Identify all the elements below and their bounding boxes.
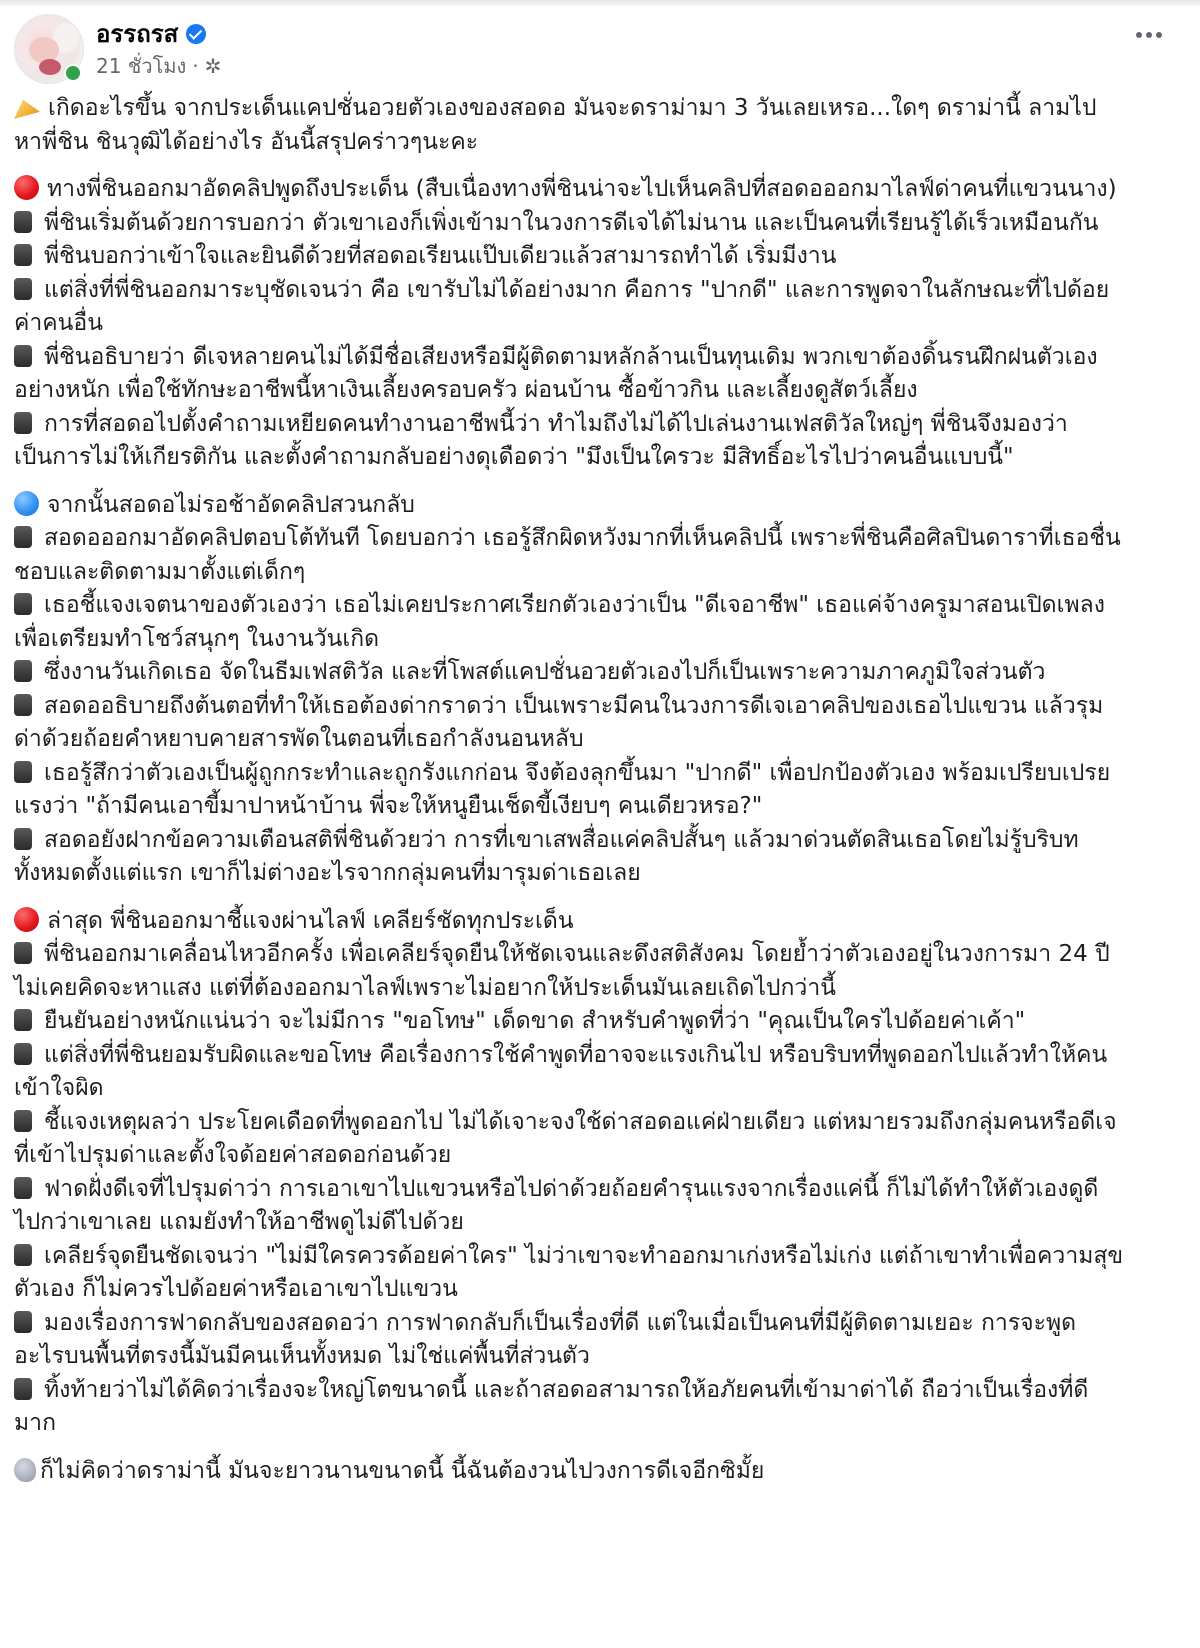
bullet-text: พี่ชินอธิบายว่า ดีเจหลายคนไม่ได้มีชื่อเสียงหรือมีผู้ติดตามหลักล้านเป็นทุนเดิม พวกเขาต้องดิ้นรนฝึกฝนตัวเองอย่างหนัก เพื่อใช้ทักษะอาชีพนี้หาเงินเลี้ยงครอบครัว ผ่อนบ้าน ซื้อข้าวกิน และเลี้ยงดูสัตว์เลี้ยง <box>14 343 1098 403</box>
bullet-text: สอดอยังฝากข้อความเตือนสติพี่ชินด้วยว่า การที่เขาเสพสื่อแค่คลิปสั้นๆ แล้วมาด่วนตัดสินเธอโดยไม่รู้บริบททั้งหมดตั้งแต่แรก เขาก็ไม่ต่างอะไรจากกลุ่มคนที่มารุมด่าเธอเลย <box>14 826 1079 886</box>
bullet-item <box>14 1005 1124 1039</box>
bullet-item <box>14 589 1124 656</box>
bullet-item <box>14 690 1124 757</box>
bullet-text: ฟาดฝั่งดีเจที่ไปรุมด่าว่า การเอาเขาไปแขวนหรือไปด่าด้วยถ้อยคำรุนแรงจากเรื่องแค่นี้ ก็ไม่ได้ทำให้ตัวเองดูดีไปกว่าเขาเลย แถมยังทำให้อาชีพดูไม่ดีไปด้วย <box>14 1175 1099 1235</box>
bullet-text: เธอชี้แจงเจตนาของตัวเองว่า เธอไม่เคยประกาศเรียกตัวเองว่าเป็น "ดีเจอาชีพ" เธอแค่จ้างครูมาสอนเปิดเพลงเพื่อเตรียมทำโชว์สนุกๆ ในงานวันเกิด <box>14 592 1105 652</box>
bullet-text: เคลียร์จุดยืนชัดเจนว่า "ไม่มีใครควรด้อยค่าใคร" ไม่ว่าเขาจะทำออกมาเก่งหรือไม่เก่ง แต่ถ้าเขาทำเพื่อความสุขตัวเอง ก็ไม่ควรไปด้อยค่าหรือเอาเขาไปแขวน <box>14 1242 1124 1302</box>
bullet-text: เธอรู้สึกว่าตัวเองเป็นผู้ถูกกระทำและถูกรังแกก่อน จึงต้องลุกขึ้นมา "ปากดี" เพื่อปกป้องตัวเอง พร้อมเปรียบเปรยแรงว่า "ถ้ามีคนเอาขี้มาปาหน้าบ้าน พี่จะให้หนูยืนเช็ดขี้เงียบๆ คนเดียวหรอ?" <box>14 759 1111 819</box>
black-square-icon <box>14 1244 32 1266</box>
bullet-text: ซึ่งงานวันเกิดเธอ จัดในธีมเฟสติวัล และที่โพสต์แคปชั่นอวยตัวเองไปก็เป็นเพราะความภาคภูมิใจส่วนตัว <box>44 659 1046 685</box>
spacer <box>14 1441 1124 1455</box>
spacer <box>14 159 1124 173</box>
bullet-text: สอดออธิบายถึงต้นตอที่ทำให้เธอต้องด่ากราดว่า เป็นเพราะมีคนในวงการดีเจเอาคลิปของเธอไปแขวน แล้วรุมด่าด้วยถ้อยคำหยาบคายสารพัดในตอนที่เธอกำลังนอนหลับ <box>14 692 1104 752</box>
party-popper-icon <box>14 95 40 119</box>
bullet-text: พี่ชินบอกว่าเข้าใจและยินดีด้วยที่สอดอเรียนแป๊บเดียวแล้วสามารถทำได้ เริ่มมีงาน <box>44 243 837 269</box>
bullet-item <box>14 240 1124 274</box>
bullet-text: แต่สิ่งที่พี่ชินออกมาระบุชัดเจนว่า คือ เขารับไม่ได้อย่างมาก คือการ "ปากดี" และการพูดจาในลักษณะที่ไปด้อยค่าคนอื่น <box>14 276 1110 336</box>
closing-paragraph <box>14 1455 1124 1489</box>
black-square-icon <box>14 244 32 266</box>
red-circle-icon <box>14 175 39 200</box>
bullet-text: มองเรื่องการฟาดกลับของสอดอว่า การฟาดกลับก็เป็นเรื่องที่ดี แต่ในเมื่อเป็นคนที่มีผู้ติดตามเยอะ การจะพูดอะไรบนพื้นที่ตรงนี้มันมีคนเห็นทั้งหมด ไม่ใช่แค่พื้นที่ส่วนตัว <box>14 1309 1077 1369</box>
avatar-detail <box>39 59 61 75</box>
bullet-text: ทิ้งท้ายว่าไม่ได้คิดว่าเรื่องจะใหญ่โตขนาดนี้ และถ้าสอดอสามารถให้อภัยคนที่เข้ามาด่าได้ ถือว่าเป็นเรื่องที่ดีมาก <box>14 1376 1089 1436</box>
black-square-icon <box>14 1311 32 1333</box>
black-square-icon <box>14 412 32 434</box>
bullet-text: การที่สอดอไปตั้งคำถามเหยียดคนทำงานอาชีพนี้ว่า ทำไมถึงไม่ได้ไปเล่นงานเฟสติวัลใหญ่ๆ พี่ชินจึงมองว่าเป็นการไม่ให้เกียรติกัน และตั้งคำถามกลับอย่างดุเดือดว่า "มึงเป็นใครวะ มีสิทธิ์อะไรไปว่าคนอื่นแบบนี้" <box>14 410 1068 470</box>
section-heading-text: จากนั้นสอดอไม่รอช้าอัดคลิปสวนกลับ <box>47 491 415 518</box>
black-square-icon <box>14 593 32 615</box>
meta-separator: · <box>192 54 199 78</box>
bullet-item <box>14 656 1124 690</box>
black-square-icon <box>14 1378 32 1400</box>
bullet-item <box>14 1039 1124 1106</box>
black-square-icon <box>14 211 32 233</box>
black-square-icon <box>14 1009 32 1031</box>
black-square-icon <box>14 828 32 850</box>
red-circle-icon <box>14 907 39 932</box>
bullet-item <box>14 1374 1124 1441</box>
verified-badge-icon <box>186 24 206 44</box>
bullet-text: สอดอออกมาอัดคลิปตอบโต้ทันที โดยบอกว่า เธอรู้สึกผิดหวังมากที่เห็นคลิปนี้ เพราะพี่ชินคือศิลปินดาราที่เธอชื่นชอบและติดตามมาตั้งแต่เด็กๆ <box>14 525 1121 585</box>
black-square-icon <box>14 660 32 682</box>
bullet-item <box>14 1307 1124 1374</box>
speaking-head-icon <box>14 1458 36 1482</box>
top-border <box>0 0 1200 6</box>
black-square-icon <box>14 1110 32 1132</box>
black-square-icon <box>14 1177 32 1199</box>
bullet-text: แต่สิ่งที่พี่ชินยอมรับผิดและขอโทษ คือเรื่องการใช้คำพูดที่อาจจะแรงเกินไป หรือบริบทที่พูดออกไปแล้วทำให้คนเข้าใจผิด <box>14 1041 1108 1101</box>
post-timestamp[interactable]: 21 ชั่วโมง <box>96 54 187 78</box>
black-square-icon <box>14 345 32 367</box>
section-heading-text: ทางพี่ชินออกมาอัดคลิปพูดถึงประเด็น (สืบเนื่องทางพี่ชินน่าจะไปเห็นคลิปที่สอดอออกมาไลฟ์ด่าคนที่แขวนนาง) <box>47 176 1117 202</box>
bullet-item <box>14 757 1124 824</box>
intro-text: เกิดอะไรขึ้น จากประเด็นแคปชั่นอวยตัวเองของสอดอ มันจะดราม่ามา 3 วันเลยเหรอ...ใดๆ ดราม่านี้ ลามไปหาพี่ชิน ชินวุฒิได้อย่างไร อันนี้สรุปคร่าวๆนะคะ <box>14 95 1097 155</box>
author-name-text[interactable]: อรรถรส <box>96 20 179 48</box>
gear-icon[interactable]: ✲ <box>204 54 222 78</box>
bullet-item <box>14 824 1124 891</box>
post-header <box>14 12 1186 88</box>
bullet-item <box>14 341 1124 408</box>
more-dot-icon <box>1136 32 1142 38</box>
intro-paragraph <box>14 92 1124 159</box>
section-heading <box>14 905 1124 939</box>
black-square-icon <box>14 761 32 783</box>
bullet-item <box>14 207 1124 241</box>
bullet-text: พี่ชินออกมาเคลื่อนไหวอีกครั้ง เพื่อเคลียร์จุดยืนให้ชัดเจนและดึงสติสังคม โดยย้ำว่าตัวเองอยู่ในวงการมา 24 ปี ไม่เคยคิดจะหาแสง แต่ที่ต้องออกมาไลฟ์เพราะไม่อยากให้ประเด็นมันเลยเถิดไปกว่านี้ <box>14 941 1110 1001</box>
black-square-icon <box>14 278 32 300</box>
spacer <box>14 891 1124 905</box>
bullet-text: พี่ชินเริ่มต้นด้วยการบอกว่า ตัวเขาเองก็เพิ่งเข้ามาในวงการดีเจได้ไม่นาน และเป็นคนที่เรียนรู้ได้เร็วเหมือนกัน <box>44 209 1099 236</box>
blue-circle-icon <box>14 491 39 516</box>
post-meta <box>96 50 221 82</box>
bullet-item <box>14 1173 1124 1240</box>
more-options-button[interactable] <box>1136 32 1162 38</box>
black-square-icon <box>14 694 32 716</box>
bullet-item <box>14 408 1124 475</box>
bullet-item <box>14 1240 1124 1307</box>
more-dot-icon <box>1156 32 1162 38</box>
bullet-text: ยืนยันอย่างหนักแน่นว่า จะไม่มีการ "ขอโทษ" เด็ดขาด สำหรับคำพูดที่ว่า "คุณเป็นใครไปด้อยค่าเค้า" <box>44 1008 1026 1034</box>
bullet-item <box>14 274 1124 341</box>
more-dot-icon <box>1146 32 1152 38</box>
section-heading <box>14 173 1124 207</box>
closing-text: ก็ไม่คิดว่าดราม่านี้ มันจะยาวนานขนาดนี้ นี้ฉันต้องวนไปวงการดีเจอีกซิมั้ย <box>40 1457 765 1484</box>
online-status-icon <box>64 64 82 82</box>
section-heading-text: ล่าสุด พี่ชินออกมาชี้แจงผ่านไลฟ์ เคลียร์ชัดทุกประเด็น <box>47 907 574 934</box>
bullet-item <box>14 938 1124 1005</box>
section-heading <box>14 489 1124 523</box>
spacer <box>14 475 1124 489</box>
black-square-icon <box>14 526 32 548</box>
post-body <box>14 92 1124 1488</box>
bullet-item <box>14 1106 1124 1173</box>
black-square-icon <box>14 942 32 964</box>
bullet-item <box>14 522 1124 589</box>
black-square-icon <box>14 1043 32 1065</box>
bullet-text: ชี้แจงเหตุผลว่า ประโยคเดือดที่พูดออกไป ไม่ได้เจาะจงใช้ด่าสอดอแค่ฝ่ายเดียว แต่หมายรวมถึงกลุ่มคนหรือดีเจที่เข้าไปรุมด่าและตั้งใจด้อยค่าสอดอก่อนด้วย <box>14 1108 1117 1168</box>
author-name[interactable] <box>96 14 206 53</box>
